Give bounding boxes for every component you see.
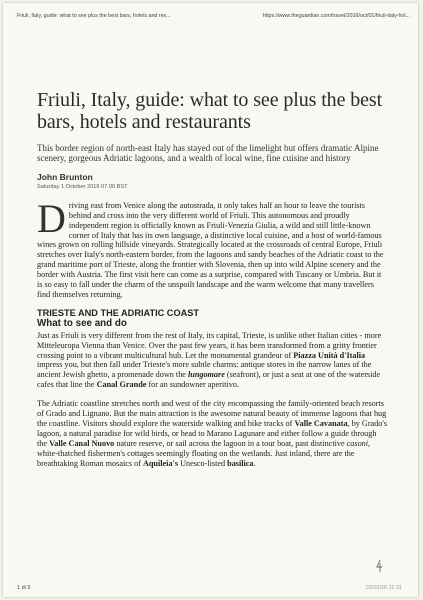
article-body — [37, 195, 388, 469]
text-run: , white-thatched fishermen's cottages seemingly floating on the wetlands. Just inland, there are the breathtaking Roman mosaics of — [37, 438, 371, 468]
text-run: Unesco-listed — [178, 458, 228, 468]
text-run: , by Grado's lagoon, a natural paradise for wild birds, or head to Marano Lagunare and either follow a guide through the — [37, 418, 388, 448]
paragraph-intro — [37, 195, 388, 300]
section-heading: TRIESTE AND THE ADRIATIC COAST — [37, 307, 199, 318]
printed-page — [3, 3, 418, 597]
text-run: Just as Friuli is very different from the rest of Italy, its capital, Trieste, is unlike other Italian cities - more Mitteleuropa Vienna than Venice. Over the past few years, it has been transformed from a gritty frontier crossing point to a vibrant multicultural hub. Let the monumental grandeur of — [37, 330, 382, 360]
term: casoni — [346, 438, 369, 448]
print-header — [17, 13, 410, 19]
section-subheading: What to see and do — [37, 317, 127, 329]
place-name: basilica — [227, 458, 254, 468]
paragraph-intro-text: riving east from Venice along the autostrada, it only takes half an hour to leave the tourists behind and cross into the very different world of Friuli. This autonomous and proudly independent region is officially known as Friuli-Venezia Giulia, a wild and still little-known corner of Italy that has its own language, a distinctive local cuisine, and a host of world-famous wines grown on rolling hillside vineyards. Strategically located at the crossroads of central Europe, Friuli stretches over Italy's north-eastern border, from the lagoons and sandy beaches of the Adriatic coast to the grand maritime port of Trieste, along the frontier with Slovenia, then up into wild Alpine scenery and the border with Austria. The first visit here can come as a surprise, compared with Tuscany or Umbria. But it is so easy to fall under the charm of the unspoilt landscape and the warm welcome that many travellers find themselves returning. — [37, 200, 384, 299]
place-name: Aquileia's — [142, 458, 179, 468]
header-title: Friuli, Italy, guide: what to see plus the best bars, hotels and res... — [17, 13, 171, 19]
paragraph-coast — [37, 399, 388, 468]
header-url: https://www.theguardian.com/travel/2016/oct/01/friuli-italy-hol... — [262, 13, 410, 19]
print-timestamp: 03/10/16 11:31 — [365, 585, 402, 591]
place-name: Piazza Unità d'Italia — [293, 350, 366, 360]
handwritten-mark-icon — [374, 559, 384, 573]
drop-cap: D — [37, 195, 66, 241]
place-name: Valle Canal Nuovo — [49, 438, 115, 448]
article-author: John Brunton — [37, 171, 93, 182]
article — [37, 89, 388, 477]
article-title: Friuli, Italy, guide: what to see plus the best bars, hotels and restaurants — [37, 89, 383, 133]
place-name: Canal Grande — [96, 380, 147, 390]
page-number: 1 di 5 — [17, 585, 31, 591]
article-date: Saturday 1 October 2016 07.00 BST — [37, 183, 128, 190]
article-standfirst: This border region of north-east Italy has stayed out of the limelight but offers dramatic Alpine scenery, gorgeous Adriatic lagoons, and a wealth of local wine, fine cuisine and history — [37, 143, 379, 164]
text-run: . — [253, 458, 256, 468]
place-name: lungomare — [187, 370, 225, 380]
place-name: Valle Cavanata — [294, 418, 348, 428]
text-run: for an sundowner aperitivo. — [146, 380, 239, 390]
paragraph-trieste — [37, 331, 388, 390]
text-run: The Adriatic coastline stretches north and west of the city encompassing the family-oriented beach resorts of Grado and Lignano. But the main attraction is the awesome natural beauty of immense lagoons that hug the coastline. Visitors should explore the waterside walking and bike tracks of — [37, 399, 387, 428]
text-run: impress you, but then fall under Trieste's more subtle charms: antique stores in the narrow lanes of the ancient Jewish ghetto, a promenade down the — [37, 360, 372, 380]
text-run: (seafront), or just a seat at one of the waterside cafes that line the — [37, 370, 381, 390]
text-run: nature reserve, or sail across the lagoon in a tour boat, past distinctive — [114, 438, 347, 448]
